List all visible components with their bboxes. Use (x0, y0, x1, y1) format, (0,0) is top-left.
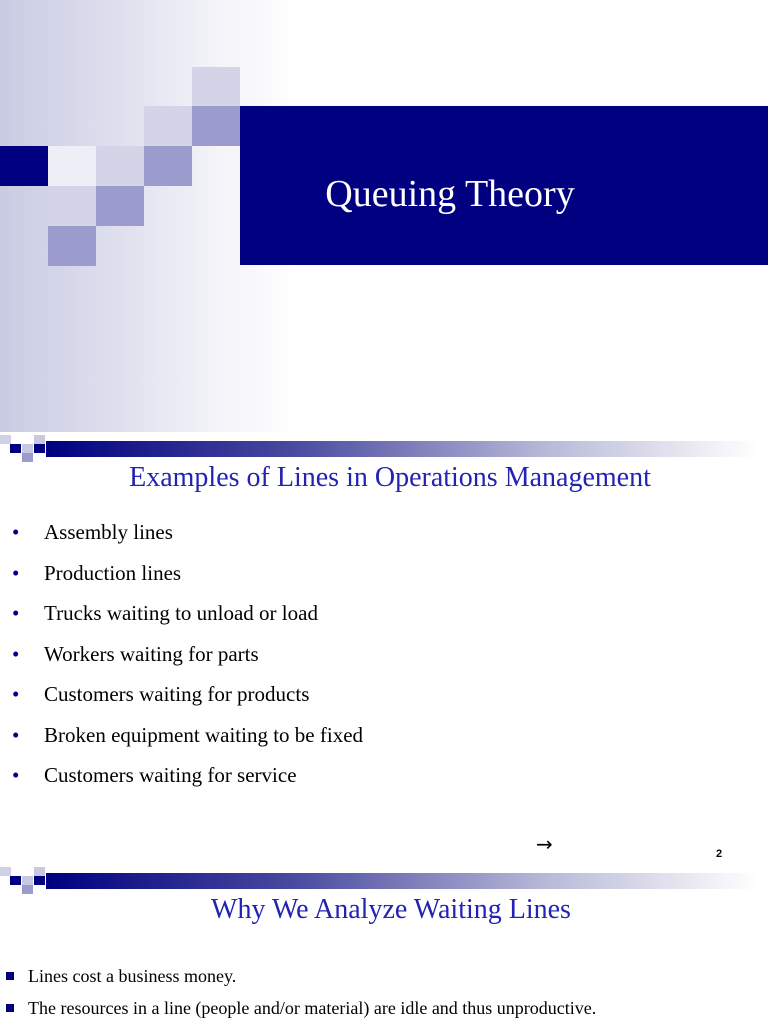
list-item-text: Lines cost a business money. (28, 966, 237, 986)
bullet-list (6, 966, 596, 1024)
list-item (12, 561, 363, 602)
list-item-text: Assembly lines (44, 520, 173, 544)
decor-square (34, 867, 45, 876)
list-item (12, 520, 363, 561)
slide-title: Queuing Theory (325, 173, 575, 215)
list-item-text: Workers waiting for parts (44, 641, 259, 666)
decor-square (144, 106, 192, 146)
list-item (6, 998, 596, 1024)
list-item (12, 682, 363, 723)
bullet-list (12, 520, 363, 804)
list-item-text: Customers waiting for service (44, 763, 297, 787)
why-analyze-slide (0, 864, 768, 1024)
list-item-text: Trucks waiting to unload or load (44, 601, 318, 625)
decor-square (48, 186, 96, 226)
decor-square (48, 146, 96, 186)
title-slide (0, 0, 768, 432)
bullet-icon: • (12, 641, 20, 666)
header-gradient-bar (46, 873, 758, 889)
bullet-icon: • (12, 763, 20, 787)
decor-square (96, 186, 144, 226)
decor-square (34, 444, 45, 453)
bullet-icon: • (12, 560, 20, 585)
decor-square (10, 444, 21, 453)
decor-square (96, 146, 144, 186)
bullet-icon: • (12, 722, 20, 747)
decor-square (34, 876, 45, 885)
decor-square (48, 226, 96, 266)
bullet-icon: • (12, 520, 20, 544)
square-bullet-icon (6, 1004, 14, 1012)
decor-square (22, 885, 33, 894)
decor-square (10, 876, 21, 885)
list-item-text: Customers waiting for products (44, 682, 310, 706)
list-item (12, 723, 363, 764)
arrow-icon: → (536, 832, 553, 856)
decor-square (0, 146, 48, 186)
list-item (12, 601, 363, 642)
list-item-text: The resources in a line (people and/or material) are idle and thus unproductive. (28, 998, 597, 1018)
slide-title: Examples of Lines in Operations Management (129, 462, 651, 493)
page-number: 2 (716, 848, 723, 860)
examples-slide (0, 432, 768, 864)
decor-square (192, 67, 240, 107)
square-bullet-icon (6, 972, 14, 980)
list-item (12, 642, 363, 683)
decor-square (0, 867, 11, 876)
decor-square (0, 435, 11, 444)
list-item (12, 763, 363, 804)
decor-square (22, 876, 33, 885)
decor-square (22, 444, 33, 453)
slide-title: Why We Analyze Waiting Lines (211, 894, 571, 925)
decor-square (34, 435, 45, 444)
decor-square (192, 106, 240, 146)
list-item (6, 966, 596, 998)
bullet-icon: • (12, 682, 20, 706)
list-item-text: Broken equipment waiting to be fixed (44, 722, 364, 747)
decor-square (22, 453, 33, 462)
list-item-text: Production lines (44, 560, 182, 585)
decor-square (144, 146, 192, 186)
bullet-icon: • (12, 601, 20, 625)
header-gradient-bar (46, 441, 758, 457)
